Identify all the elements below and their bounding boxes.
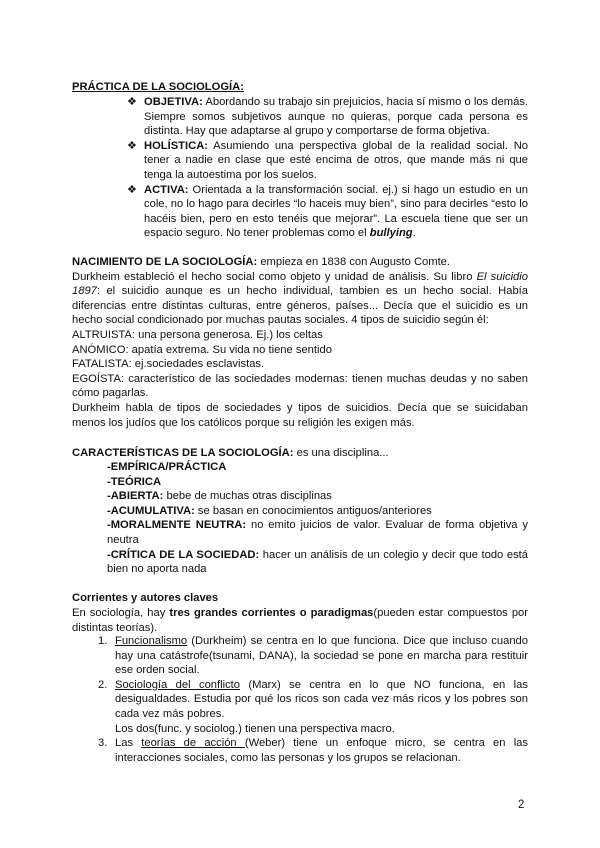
- corrientes-title: Corrientes y autores claves: [72, 592, 219, 604]
- page-number: 2: [518, 799, 525, 811]
- list-item: -MORALMENTE NEUTRA: no emito juicios de valor. Evaluar de forma objetiva y neutra: [107, 519, 528, 546]
- diamond-bullet-icon: ❖: [127, 183, 137, 196]
- list-item: -CRÍTICA DE LA SOCIEDAD: hacer un análisis de un colegio y decir que todo está bien no aporta nada: [107, 548, 528, 576]
- list-item: -ACUMULATIVA: se basan en conocimientos antiguos/anteriores: [107, 504, 432, 517]
- list-item: -EMPÍRICA/PRÁCTICA: [107, 461, 227, 473]
- corrientes-list: [72, 634, 528, 765]
- suicide-type: FATALISTA: ej.sociedades esclavistas.: [72, 358, 265, 371]
- suicide-type: ANÓMICO: apatía extrema. Su vida no tiene sentido: [72, 343, 332, 356]
- diamond-bullet-icon: ❖: [127, 139, 137, 152]
- list-item: ❖ OBJETIVA: Abordando su trabajo sin prejuicios, hacia sí mismo o los demás. Siempre somos subjetivos aunque no quieras, porque cada persona es distinta. Hay que adaptarse al grupo y comportarse de forma objetiva.: [127, 96, 528, 138]
- nacimiento-paragraph: Durkheim estableció el hecho social como objeto y unidad de análisis. Su libro El suicidio 1897: el suicidio aunque es un hecho individual, tambien es un hecho social. Había diferencias entre distintas culturas, entre géneros, países... Decía que el suicidio es un hecho social condicionado por muchas pautas sociales. 4 tipos de suicidio según él:: [72, 270, 528, 327]
- practica-title: PRÁCTICA DE LA SOCIOLOGÍA:: [72, 81, 244, 93]
- list-item: -TEÓRICA: [107, 475, 162, 488]
- nacimiento-title: NACIMIENTO DE LA SOCIOLOGÍA:: [72, 256, 258, 268]
- practica-list: [128, 95, 528, 241]
- list-item: ❖ HOLÍSTICA: Asumiendo una perspectiva global de la realidad social. No tener a nadie en clase que esté encima de otros, que mande más ni que tenga la autoestima por los suelos.: [127, 139, 528, 181]
- corrientes-intro: En sociología, hay tres grandes corrientes o paradigmas(pueden estar compuestos por distintas teorías).: [72, 607, 528, 634]
- list-item: 2. Sociología del conflicto (Marx) se centra en lo que NO funciona, en las desigualdades. Estudia por qué los ricos son cada vez más ricos y los pobres son cada vez más pobres. Los dos(func. y sociolog.) tienen una perspectiva macro.: [98, 678, 528, 735]
- caracteristicas-list: [107, 460, 528, 577]
- suicide-type: ALTRUISTA: una persona generosa. Ej.) los celtas: [72, 328, 323, 341]
- list-item: -ABIERTA: bebe de muchas otras disciplinas: [107, 490, 332, 503]
- nacimiento-section: NACIMIENTO DE LA SOCIOLOGÍA: empieza en 1838 con Augusto Comte. Durkheim estableció el hecho social como objeto y unidad de análisis. Su libro El suicidio 1897: el suicidio aunque es un hecho individual, tambien es un hecho social. Había diferencias entre distintas culturas, entre géneros, países... Decía que el suicidio es un hecho social condicionado por muchas pautas sociales. 4 tipos de suicidio según él: ALTRUISTA: una persona generosa. Ej.) los celtas ANÓMICO: apatía extrema. Su vida no tiene sentido FATALISTA: ej.sociedades esclavistas. EGOÍSTA: característico de las sociedades modernas: tienen muchas deudas y no saben cómo pagarlas. Durkheim habla de tipos de sociedades y tipos de suicidios. Decía que se suicidaban menos los judíos que los católicos porque su religión les exigen más.: [72, 256, 528, 429]
- caracteristicas-heading: CARACTERÍSTICAS DE LA SOCIOLOGÍA: es una disciplina...: [72, 447, 389, 459]
- nacimiento-paragraph-2: Durkheim habla de tipos de sociedades y tipos de suicidios. Decía que se suicidaban menos los judíos que los católicos porque su religión les exigen más.: [72, 401, 528, 429]
- diamond-bullet-icon: ❖: [127, 96, 137, 108]
- list-item: ❖ ACTIVA: Orientada a la transformación social. ej.) si hago un estudio en un cole, no lo hago para decirles “lo haceis muy bien”, sino para decirles “esto lo hacéis bien, pero en esto tenéis que mejorar”. La escuela tiene que ser un espacio seguro. No tener problemas como el bullying.: [127, 183, 528, 240]
- list-item: 3. Las teorías de acción (Weber) tiene un enfoque micro, se centra en las interacciones sociales, como las personas y los grupos se relacionan.: [98, 737, 528, 764]
- list-item: 1. Funcionalismo (Durkheim) se centra en lo que funciona. Dice que incluso cuando hay una catástrofe(tsunami, DANA), la sociedad se pone en marcha para restituir ese orden social.: [98, 635, 528, 677]
- suicide-type: EGOÍSTA: característico de las sociedades modernas: tienen muchas deudas y no saben cómo pagarlas.: [72, 372, 528, 400]
